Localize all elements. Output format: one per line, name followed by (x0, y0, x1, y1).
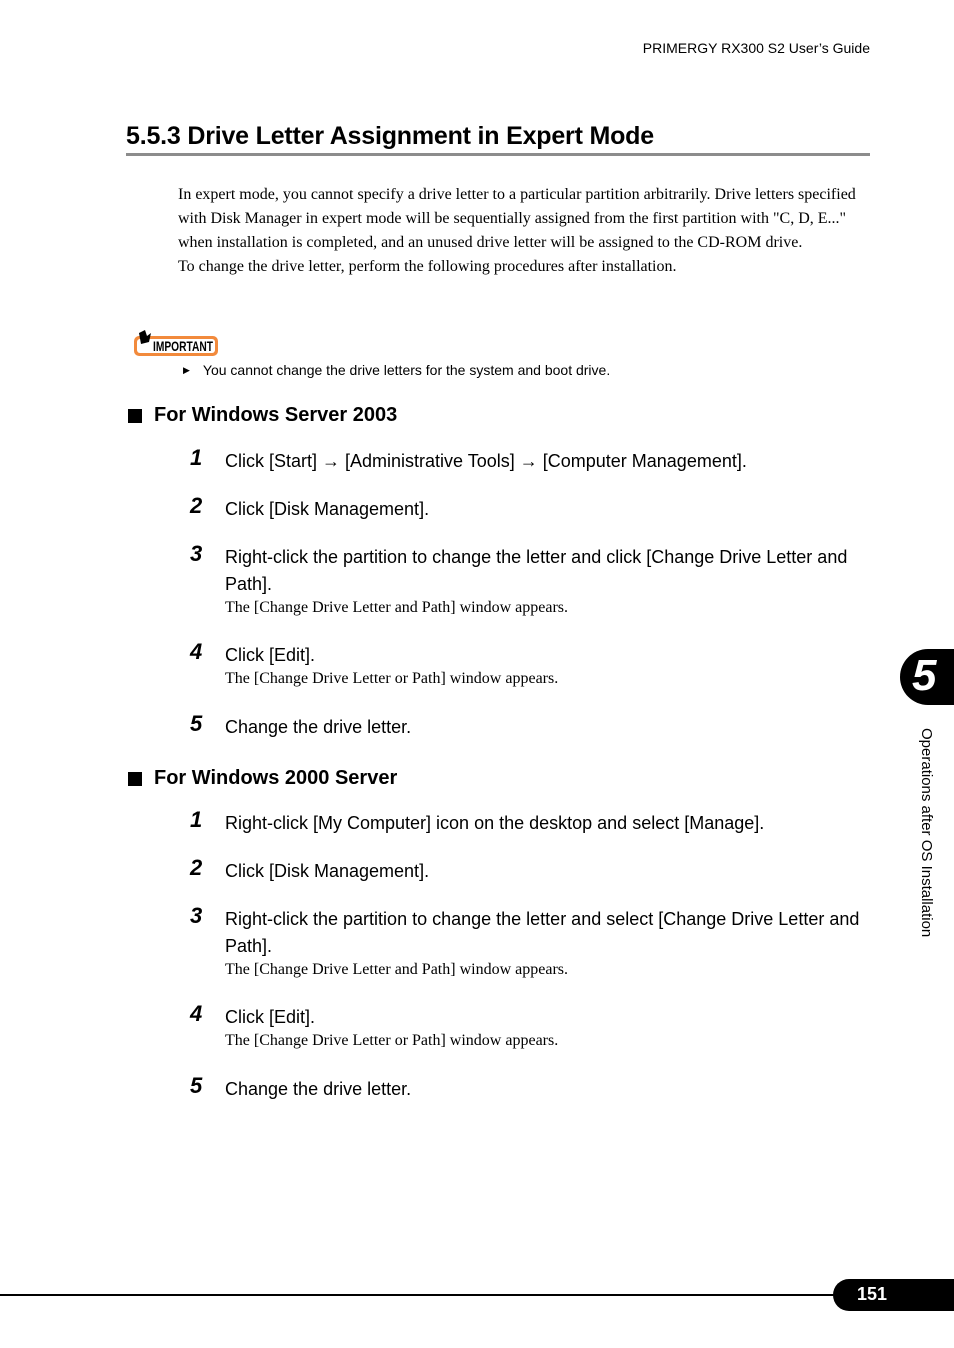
step-instruction: Right-click the partition to change the letter and click [Change Drive Letter and Path]. (225, 547, 848, 594)
chapter-tab (900, 649, 954, 705)
subsection-title: For Windows Server 2003 (154, 404, 398, 426)
step-instruction: Click [Edit]. (225, 645, 316, 665)
step-item (190, 639, 880, 689)
step-instruction: Change the drive letter. (225, 1079, 412, 1099)
triangle-bullet-icon: ▶ (183, 364, 190, 375)
step-item (190, 903, 880, 980)
step-item (190, 711, 880, 741)
important-note (183, 362, 610, 378)
step-number: 2 (190, 855, 203, 880)
step-result: The [Change Drive Letter and Path] window appears. (225, 961, 568, 978)
subsection-title: For Windows 2000 Server (154, 767, 398, 789)
step-number: 2 (190, 493, 203, 518)
intro-text (178, 183, 868, 279)
step-instruction: Click [Start] → [Administrative Tools] → [Computer Management]. (225, 451, 747, 471)
chapter-number: 5 (912, 651, 937, 700)
step-number: 4 (190, 1001, 203, 1026)
step-number: 3 (190, 903, 203, 928)
step-item (190, 1001, 880, 1051)
step-number: 3 (190, 541, 203, 566)
step-item (190, 541, 880, 618)
step-result: The [Change Drive Letter or Path] window appears. (225, 1032, 559, 1049)
step-result: The [Change Drive Letter and Path] window appears. (225, 599, 568, 616)
footer-rule (0, 1294, 840, 1296)
page-number: 151 (857, 1284, 888, 1304)
page-number-tab (833, 1279, 954, 1311)
step-item (190, 1073, 880, 1103)
step-number: 1 (190, 807, 203, 832)
running-header: PRIMERGY RX300 S2 User’s Guide (642, 40, 870, 56)
step-item (190, 807, 880, 837)
step-item (190, 445, 880, 475)
subsection-heading-2003 (128, 404, 397, 427)
chapter-label: Operations after OS Installation (918, 728, 935, 938)
intro-paragraph: To change the drive letter, perform the following procedures after installation. (178, 258, 677, 275)
square-bullet-icon (128, 772, 142, 786)
square-bullet-icon (128, 409, 142, 423)
important-label: IMPORTANT (153, 338, 214, 354)
step-number: 5 (190, 1073, 203, 1098)
subsection-heading-2000 (128, 767, 397, 790)
step-instruction: Click [Disk Management]. (225, 861, 430, 881)
step-number: 5 (190, 711, 203, 736)
step-item (190, 493, 880, 523)
step-result: The [Change Drive Letter or Path] window appears. (225, 670, 559, 687)
step-instruction: Click [Edit]. (225, 1007, 316, 1027)
step-item (190, 855, 880, 885)
step-instruction: Right-click the partition to change the letter and select [Change Drive Letter and Path]. (225, 909, 860, 956)
step-instruction: Change the drive letter. (225, 717, 412, 737)
important-note-text: You cannot change the drive letters for the system and boot drive. (202, 362, 611, 378)
section-heading: 5.5.3 Drive Letter Assignment in Expert Mode (126, 122, 870, 156)
intro-paragraph: In expert mode, you cannot specify a drive letter to a particular partition arbitrarily. Drive letters specified with Disk Manager in expert mode will be sequentially assigned from the first partition with "C, D, E..." when installation is completed, and an unused drive letter will be assigned to the CD-ROM drive. (178, 186, 856, 251)
step-instruction: Click [Disk Management]. (225, 499, 430, 519)
important-icon (133, 330, 219, 358)
step-number: 1 (190, 445, 203, 470)
step-instruction: Right-click [My Computer] icon on the desktop and select [Manage]. (225, 813, 765, 833)
step-number: 4 (190, 639, 203, 664)
